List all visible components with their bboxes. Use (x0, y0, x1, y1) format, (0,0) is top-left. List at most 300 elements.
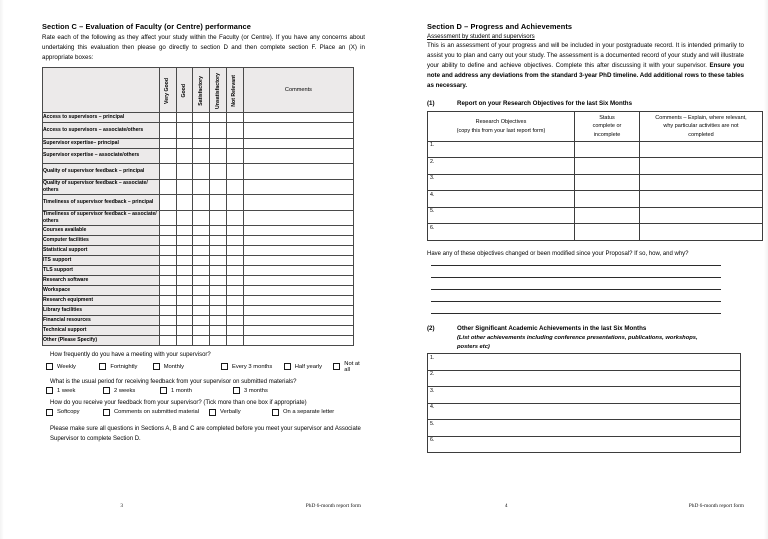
evaluation-rating-cell[interactable] (210, 195, 227, 211)
achievement-row (428, 420, 741, 437)
objective-comments-cell[interactable] (640, 191, 763, 208)
achievement-row (428, 403, 741, 420)
evaluation-rating-cell[interactable] (227, 138, 244, 148)
evaluation-header-very-good (159, 68, 176, 113)
evaluation-rating-cell[interactable] (176, 164, 193, 180)
evaluation-rating-cell[interactable] (210, 164, 227, 180)
section-d-instructions (427, 41, 744, 91)
evaluation-rating-cell[interactable] (176, 195, 193, 211)
evaluation-comment-cell[interactable] (243, 113, 353, 123)
checkbox-option[interactable] (103, 409, 209, 416)
achievement-row-number[interactable]: 2. (428, 370, 741, 387)
objective-status-cell[interactable] (575, 141, 640, 158)
section-c-closing-note: Please make sure all questions in Sections A, B and C are completed before you meet your supervisor and Associate Supervisor to complete Section D. (50, 425, 361, 442)
evaluation-row (43, 316, 354, 326)
evaluation-comment-cell[interactable] (243, 236, 353, 246)
checkbox-option-label: Softcopy (57, 409, 80, 416)
checkbox-option-label: Comments on submitted material (114, 409, 200, 416)
checkbox-option-label: 3 months (244, 387, 268, 394)
evaluation-comment-cell[interactable] (243, 179, 353, 195)
evaluation-rating-cell[interactable] (176, 236, 193, 246)
evaluation-row-label: Supervisor expertise– principal (43, 138, 160, 148)
evaluation-row-label: Timeliness of supervisor feedback – associate/ others (43, 210, 160, 226)
comments-col-line1: Comments – Explain, where relevant, (655, 115, 747, 122)
item-2-subtitle-line1: (List other achievements including conference presentations, publications, workshops, (457, 334, 698, 341)
evaluation-comment-cell[interactable] (243, 256, 353, 266)
achievement-row (428, 370, 741, 387)
achievement-row (428, 354, 741, 371)
checkbox-icon[interactable] (284, 363, 291, 370)
evaluation-rating-cell[interactable] (176, 296, 193, 306)
checkbox-icon[interactable] (46, 409, 53, 416)
evaluation-rating-cell[interactable] (193, 276, 210, 286)
evaluation-header-unsatisfactory (210, 68, 227, 113)
research-objectives-col-line2: (copy this from your last report form) (456, 127, 546, 134)
evaluation-row-label: Access to supervisors – associate/others (43, 123, 160, 139)
evaluation-table-head (43, 68, 354, 113)
answer-line[interactable] (431, 301, 721, 302)
evaluation-rating-cell[interactable] (159, 306, 176, 316)
evaluation-row (43, 164, 354, 180)
page-right-edge-shadow (764, 0, 768, 539)
evaluation-row-label: Quality of supervisor feedback – principal (43, 164, 160, 180)
item-2-number: (2) (427, 324, 435, 332)
evaluation-rating-cell[interactable] (159, 210, 176, 226)
evaluation-rating-cell[interactable] (159, 138, 176, 148)
achievement-row-number[interactable]: 6. (428, 436, 741, 453)
checkbox-option-label: 1 month (171, 387, 192, 394)
checkbox-option[interactable] (272, 409, 334, 416)
objective-comments-cell[interactable] (640, 141, 763, 158)
research-objectives-header-row (428, 112, 763, 142)
evaluation-rating-cell[interactable] (210, 236, 227, 246)
objective-comments-cell[interactable] (640, 224, 763, 241)
evaluation-rating-cell[interactable] (210, 296, 227, 306)
evaluation-rating-cell[interactable] (159, 226, 176, 236)
evaluation-header-not-relevant (227, 68, 244, 113)
comments-col-header (640, 112, 763, 142)
section-d-instructions-bold: Ensure you note and address any deviations from the standard 3-year PhD timeline. Add additional rows to these tables as necessary. (427, 62, 744, 90)
evaluation-rating-cell[interactable] (227, 266, 244, 276)
evaluation-rating-cell[interactable] (176, 138, 193, 148)
evaluation-row (43, 195, 354, 211)
evaluation-rating-cell[interactable] (159, 296, 176, 306)
evaluation-header-comments: Comments (243, 68, 353, 113)
checkbox-option[interactable] (103, 387, 160, 394)
evaluation-rating-cell[interactable] (227, 296, 244, 306)
evaluation-rating-cell[interactable] (227, 164, 244, 180)
evaluation-row (43, 138, 354, 148)
checkbox-option-label: Not at all (344, 360, 360, 373)
evaluation-comment-cell[interactable] (243, 148, 353, 164)
evaluation-rating-cell[interactable] (176, 246, 193, 256)
answer-line[interactable] (431, 289, 721, 290)
objective-row (428, 207, 763, 224)
checkbox-icon[interactable] (103, 409, 110, 416)
evaluation-rating-cell[interactable] (227, 336, 244, 346)
evaluation-comment-cell[interactable] (243, 123, 353, 139)
evaluation-rating-cell[interactable] (227, 316, 244, 326)
comments-col-line2: why particular activities are not (663, 123, 739, 130)
checkbox-option[interactable] (221, 363, 284, 370)
evaluation-rating-cell[interactable] (210, 316, 227, 326)
evaluation-rating-cell[interactable] (159, 179, 176, 195)
objectives-answer-lines (427, 265, 744, 314)
checkbox-icon[interactable] (272, 409, 279, 416)
evaluation-rating-cell[interactable] (176, 266, 193, 276)
evaluation-rating-cell[interactable] (159, 113, 176, 123)
evaluation-header-good-label: Good (180, 84, 187, 98)
evaluation-row-label: Research equipment (43, 296, 160, 306)
checkbox-icon[interactable] (99, 363, 106, 370)
evaluation-comment-cell[interactable] (243, 336, 353, 346)
evaluation-row (43, 246, 354, 256)
objectives-modified-question: Have any of these objectives changed or been modified since your Proposal? If so, how, and why? (427, 250, 689, 257)
evaluation-rating-cell[interactable] (176, 113, 193, 123)
evaluation-comment-cell[interactable] (243, 286, 353, 296)
evaluation-header-very-good-label: Very Good (164, 78, 171, 105)
objective-row (428, 158, 763, 175)
evaluation-rating-cell[interactable] (227, 276, 244, 286)
research-objectives-col-line1: Research Objectives (475, 119, 527, 126)
objective-comments-cell[interactable] (640, 174, 763, 191)
evaluation-rating-cell[interactable] (159, 336, 176, 346)
evaluation-rating-cell[interactable] (159, 195, 176, 211)
objective-row-number[interactable]: 5. (428, 207, 575, 224)
evaluation-rating-cell[interactable] (210, 326, 227, 336)
achievement-row-number[interactable]: 1. (428, 354, 741, 371)
evaluation-row-label: Workspace (43, 286, 160, 296)
page-left-edge-shadow (0, 0, 4, 539)
evaluation-row (43, 123, 354, 139)
evaluation-row-label: Supervisor expertise – associate/others (43, 148, 160, 164)
item-2-subtitle-line2: posters etc) (457, 343, 490, 350)
evaluation-rating-cell[interactable] (210, 266, 227, 276)
evaluation-row (43, 148, 354, 164)
evaluation-rating-cell[interactable] (227, 113, 244, 123)
objective-row (428, 141, 763, 158)
section-c-instructions: Rate each of the following as they affect your study within the Faculty (or Centre). If you have any concerns about undertaking this evaluation then please go directly to section D and then complete section F. Place an (X) in appropriate boxes: (42, 34, 365, 62)
evaluation-row (43, 286, 354, 296)
evaluation-comment-cell[interactable] (243, 316, 353, 326)
evaluation-rating-cell[interactable] (176, 179, 193, 195)
evaluation-row (43, 276, 354, 286)
objective-row-number[interactable]: 4. (428, 191, 575, 208)
evaluation-rating-cell[interactable] (159, 286, 176, 296)
evaluation-rating-cell[interactable] (193, 210, 210, 226)
objective-row-number[interactable]: 2. (428, 158, 575, 175)
checkbox-option[interactable] (160, 387, 233, 394)
achievement-row (428, 436, 741, 453)
evaluation-rating-cell[interactable] (227, 210, 244, 226)
evaluation-rating-cell[interactable] (193, 179, 210, 195)
objective-row (428, 174, 763, 191)
evaluation-rating-cell[interactable] (227, 195, 244, 211)
evaluation-comment-cell[interactable] (243, 226, 353, 236)
checkbox-icon[interactable] (46, 387, 53, 394)
evaluation-rating-cell[interactable] (210, 256, 227, 266)
checkbox-option[interactable] (209, 409, 272, 416)
evaluation-rating-cell[interactable] (193, 256, 210, 266)
objective-row-number[interactable]: 1. (428, 141, 575, 158)
evaluation-rating-cell[interactable] (193, 336, 210, 346)
evaluation-rating-cell[interactable] (159, 256, 176, 266)
answer-line[interactable] (431, 265, 721, 266)
evaluation-rating-cell[interactable] (193, 113, 210, 123)
status-col-header (575, 112, 640, 142)
page-title-section-c: Section C – Evaluation of Faculty (or Centre) performance (42, 22, 251, 31)
evaluation-rating-cell[interactable] (193, 138, 210, 148)
evaluation-row-label: Computer facilities (43, 236, 160, 246)
evaluation-rating-cell[interactable] (210, 148, 227, 164)
page-right-footer (427, 503, 744, 509)
objective-comments-cell[interactable] (640, 158, 763, 175)
research-objectives-body (428, 141, 763, 240)
comments-col-line3: completed (688, 131, 714, 138)
evaluation-row-label: Access to supervisors – principal (43, 113, 160, 123)
page-left-form-name: PhD 6-month report form (305, 503, 361, 509)
evaluation-comment-cell[interactable] (243, 266, 353, 276)
evaluation-rating-cell[interactable] (159, 236, 176, 246)
research-objectives-table (427, 111, 763, 241)
checkbox-option-label: Fortnightly (110, 363, 138, 370)
item-1-heading (427, 100, 744, 109)
evaluation-rating-cell[interactable] (159, 316, 176, 326)
objective-row (428, 191, 763, 208)
evaluation-row (43, 336, 354, 346)
evaluation-rating-cell[interactable] (193, 195, 210, 211)
evaluation-row (43, 256, 354, 266)
evaluation-rating-cell[interactable] (176, 123, 193, 139)
objective-status-cell[interactable] (575, 207, 640, 224)
evaluation-rating-cell[interactable] (176, 148, 193, 164)
evaluation-comment-cell[interactable] (243, 326, 353, 336)
evaluation-rating-cell[interactable] (210, 286, 227, 296)
achievement-row-number[interactable]: 5. (428, 420, 741, 437)
faculty-evaluation-table (42, 67, 354, 346)
objective-row (428, 224, 763, 241)
evaluation-rating-cell[interactable] (227, 256, 244, 266)
checkbox-icon[interactable] (153, 363, 160, 370)
evaluation-table-body (43, 113, 354, 346)
evaluation-rating-cell[interactable] (193, 123, 210, 139)
checkbox-option-label: Half yearly (294, 363, 323, 370)
evaluation-comment-cell[interactable] (243, 276, 353, 286)
evaluation-rating-cell[interactable] (176, 286, 193, 296)
checkbox-icon[interactable] (46, 363, 53, 370)
evaluation-header-satisfactory-label: Satisfactory (197, 76, 204, 106)
section-d-instructions-plain: This is an assessment of your progress and will be included in your postgraduate record. It is intended primarily to assist you to plan and carry out your study. The assessment is a documented record of your study and will illustrate your ability to define and achieve objectives. Complete this after discussing it with your supervisor. (427, 42, 744, 70)
evaluation-rating-cell[interactable] (176, 326, 193, 336)
objective-status-cell[interactable] (575, 174, 640, 191)
achievement-row-number[interactable]: 4. (428, 403, 741, 420)
evaluation-rating-cell[interactable] (193, 316, 210, 326)
checkbox-option-label: Verbally (220, 409, 241, 416)
evaluation-header-row (43, 68, 354, 113)
item-2-title (457, 325, 698, 351)
feedback-period-options (46, 387, 365, 394)
feedback-period-label: What is the usual period for receiving feedback from your supervisor on submitted materials? (50, 378, 297, 385)
evaluation-rating-cell[interactable] (159, 326, 176, 336)
evaluation-rating-cell[interactable] (193, 236, 210, 246)
evaluation-rating-cell[interactable] (227, 179, 244, 195)
checkbox-icon[interactable] (221, 363, 228, 370)
checkbox-option[interactable] (153, 363, 221, 370)
evaluation-rating-cell[interactable] (193, 266, 210, 276)
evaluation-rating-cell[interactable] (176, 276, 193, 286)
checkbox-icon[interactable] (209, 409, 216, 416)
achievements-table-body (428, 354, 741, 453)
feedback-mode-label: How do you receive your feedback from your supervisor? (Tick more than one box if appropriate) (50, 400, 307, 407)
evaluation-rating-cell[interactable] (210, 226, 227, 236)
evaluation-rating-cell[interactable] (210, 113, 227, 123)
evaluation-header-not-relevant-label: Not Relevant (231, 75, 238, 107)
evaluation-rating-cell[interactable] (159, 276, 176, 286)
meeting-frequency-options (46, 361, 365, 373)
answer-line[interactable] (431, 313, 721, 314)
objective-status-cell[interactable] (575, 158, 640, 175)
evaluation-row (43, 326, 354, 336)
checkbox-option-label: On a separate letter (283, 409, 335, 416)
evaluation-rating-cell[interactable] (193, 306, 210, 316)
evaluation-rating-cell[interactable] (227, 306, 244, 316)
evaluation-rating-cell[interactable] (159, 148, 176, 164)
status-col-line1: Status (599, 115, 615, 122)
evaluation-row (43, 226, 354, 236)
evaluation-rating-cell[interactable] (210, 138, 227, 148)
checkbox-option[interactable] (46, 409, 103, 416)
evaluation-rating-cell[interactable] (193, 326, 210, 336)
item-2-heading (427, 325, 744, 351)
evaluation-comment-cell[interactable] (243, 296, 353, 306)
status-col-line3: incomplete (593, 131, 621, 138)
evaluation-row-label: Research software (43, 276, 160, 286)
evaluation-header-satisfactory (193, 68, 210, 113)
objective-row-number[interactable]: 6. (428, 224, 575, 241)
status-col-line2: complete or (592, 123, 622, 130)
item-1-number: (1) (427, 100, 435, 108)
evaluation-row (43, 296, 354, 306)
evaluation-rating-cell[interactable] (176, 226, 193, 236)
evaluation-row (43, 179, 354, 195)
checkbox-option[interactable] (233, 387, 268, 394)
objective-comments-cell[interactable] (640, 207, 763, 224)
evaluation-row-label: Quality of supervisor feedback – associate/ others (43, 179, 160, 195)
evaluation-rating-cell[interactable] (159, 164, 176, 180)
item-2-title-text: Other Significant Academic Achievements in the last Six Months (457, 324, 647, 332)
evaluation-rating-cell[interactable] (227, 286, 244, 296)
evaluation-row-label: Courses available (43, 226, 160, 236)
checkbox-icon[interactable] (233, 387, 240, 394)
objective-status-cell[interactable] (575, 191, 640, 208)
checkbox-option[interactable] (46, 363, 99, 370)
page-left-number: 3 (120, 503, 124, 509)
evaluation-rating-cell[interactable] (193, 226, 210, 236)
evaluation-row-label: Timeliness of supervisor feedback – principal (43, 195, 160, 211)
evaluation-rating-cell[interactable] (159, 266, 176, 276)
checkbox-option[interactable] (99, 363, 152, 370)
page-title-section-d: Section D – Progress and Achievements (427, 22, 573, 31)
evaluation-rating-cell[interactable] (227, 226, 244, 236)
evaluation-rating-cell[interactable] (176, 306, 193, 316)
meeting-frequency-label: How frequently do you have a meeting with your supervisor? (50, 352, 211, 359)
page-left-footer (42, 503, 361, 509)
evaluation-rating-cell[interactable] (176, 210, 193, 226)
evaluation-row-label: ITS support (43, 256, 160, 266)
evaluation-rating-cell[interactable] (210, 246, 227, 256)
page-right (385, 0, 768, 539)
research-objectives-head (428, 112, 763, 142)
evaluation-rating-cell[interactable] (193, 246, 210, 256)
evaluation-rating-cell[interactable] (176, 256, 193, 266)
evaluation-header-unsatisfactory-label: Unsatisfactory (214, 73, 221, 110)
feedback-mode-question (42, 400, 365, 416)
achievement-row-number[interactable]: 3. (428, 387, 741, 404)
evaluation-rating-cell[interactable] (159, 246, 176, 256)
evaluation-comment-cell[interactable] (243, 246, 353, 256)
evaluation-comment-cell[interactable] (243, 195, 353, 211)
checkbox-option-label: 1 week (57, 387, 76, 394)
evaluation-rating-cell[interactable] (159, 123, 176, 139)
page-right-number: 4 (504, 503, 508, 509)
section-d-subheading: Assessment by student and supervisors (427, 33, 535, 40)
checkbox-icon[interactable] (333, 363, 340, 370)
evaluation-row-label: Financial resources (43, 316, 160, 326)
evaluation-rating-cell[interactable] (227, 123, 244, 139)
evaluation-comment-cell[interactable] (243, 138, 353, 148)
checkbox-icon[interactable] (160, 387, 167, 394)
checkbox-option[interactable] (46, 387, 103, 394)
evaluation-rating-cell[interactable] (210, 210, 227, 226)
evaluation-comment-cell[interactable] (243, 306, 353, 316)
evaluation-rating-cell[interactable] (176, 316, 193, 326)
evaluation-rating-cell[interactable] (227, 246, 244, 256)
evaluation-rating-cell[interactable] (193, 296, 210, 306)
evaluation-rating-cell[interactable] (210, 179, 227, 195)
evaluation-rating-cell[interactable] (193, 148, 210, 164)
achievement-row (428, 387, 741, 404)
evaluation-row (43, 210, 354, 226)
evaluation-rating-cell[interactable] (210, 336, 227, 346)
page-right-form-name: PhD 6-month report form (688, 503, 744, 509)
evaluation-header-good (176, 68, 193, 113)
evaluation-rating-cell[interactable] (193, 164, 210, 180)
objective-row-number[interactable]: 3. (428, 174, 575, 191)
evaluation-rating-cell[interactable] (227, 148, 244, 164)
checkbox-option[interactable] (284, 363, 334, 370)
objective-status-cell[interactable] (575, 224, 640, 241)
research-objectives-col-header (428, 112, 575, 142)
evaluation-rating-cell[interactable] (193, 286, 210, 296)
checkbox-option-label: 2 weeks (114, 387, 136, 394)
meeting-frequency-question (42, 352, 365, 373)
evaluation-rating-cell[interactable] (227, 326, 244, 336)
checkbox-option-label: Weekly (57, 363, 76, 370)
evaluation-rating-cell[interactable] (210, 306, 227, 316)
evaluation-row (43, 236, 354, 246)
checkbox-option[interactable] (333, 361, 365, 373)
evaluation-rating-cell[interactable] (176, 336, 193, 346)
checkbox-option-label: Every 3 months (232, 363, 273, 370)
evaluation-rating-cell[interactable] (210, 276, 227, 286)
checkbox-icon[interactable] (103, 387, 110, 394)
evaluation-comment-cell[interactable] (243, 164, 353, 180)
evaluation-comment-cell[interactable] (243, 210, 353, 226)
answer-line[interactable] (431, 277, 721, 278)
evaluation-rating-cell[interactable] (210, 123, 227, 139)
feedback-mode-options (46, 409, 365, 416)
evaluation-rating-cell[interactable] (227, 236, 244, 246)
